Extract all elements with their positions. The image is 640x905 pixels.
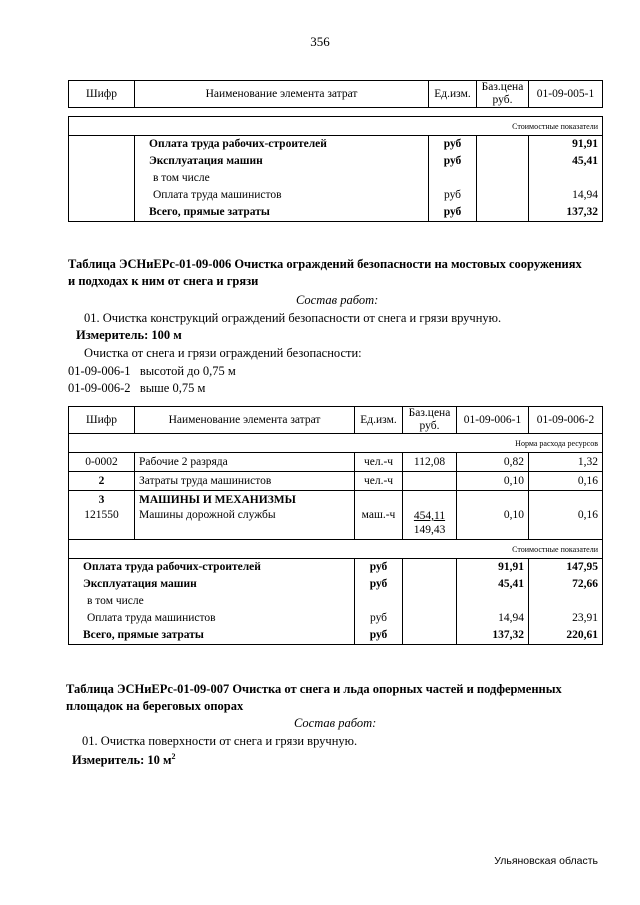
header-base-price: Баз.цена руб. xyxy=(477,81,529,108)
row-code xyxy=(69,187,135,204)
group-name: МАШИНЫ И МЕХАНИЗМЫ xyxy=(135,491,355,510)
table-title-line2: площадок на береговых опорах xyxy=(66,699,244,713)
row-code xyxy=(69,136,135,154)
row-value-2: 0,16 xyxy=(529,509,603,540)
row-value-2: 23,91 xyxy=(529,610,603,627)
cost-table-01-09-006 xyxy=(68,406,603,645)
row-price xyxy=(477,170,529,187)
row-value-1 xyxy=(457,593,529,610)
row-price xyxy=(477,204,529,222)
row-code xyxy=(69,153,135,170)
row-unit: руб xyxy=(355,627,403,645)
row-name: в том числе xyxy=(69,593,355,610)
row-value-1: 0,10 xyxy=(457,472,529,491)
row-price xyxy=(477,136,529,154)
row-name: Всего, прямые затраты xyxy=(69,627,355,645)
header-code: Шифр xyxy=(69,81,135,108)
work-item: 01. Очистка конструкций ограждений безопасности от снега и грязи вручную. xyxy=(84,311,502,325)
table-row xyxy=(69,627,603,645)
row-price xyxy=(403,559,457,577)
header-rate-code: 01-09-005-1 xyxy=(529,81,603,108)
row-price xyxy=(477,153,529,170)
row-code xyxy=(69,204,135,222)
header-base-price: Баз.цена руб. xyxy=(403,407,457,434)
table-header-row xyxy=(69,407,603,434)
variant-2 xyxy=(68,381,205,396)
table-header-row xyxy=(69,81,603,108)
row-value-1: 91,91 xyxy=(457,559,529,577)
header-code: Шифр xyxy=(69,407,135,434)
measure-text: Измеритель: 10 м xyxy=(72,753,172,768)
machines-group-row xyxy=(69,491,603,510)
table-title-line2: и подходах к ним от снега и грязи xyxy=(68,274,259,288)
row-name: Машины дорожной службы xyxy=(135,509,355,540)
row-value-1: 0,82 xyxy=(457,453,529,472)
cost-label-row xyxy=(69,540,603,559)
row-name: Эксплуатация машин xyxy=(69,576,355,593)
table-row xyxy=(69,593,603,610)
row-unit: чел.-ч xyxy=(355,453,403,472)
table-title-line1: Таблица ЭСНиЕРс-01-09-006 Очистка ограждений безопасности на мостовых сооружениях xyxy=(68,257,582,271)
table-row xyxy=(69,170,603,187)
row-name: Затраты труда машинистов xyxy=(135,472,355,491)
row-code: 0-0002 xyxy=(69,453,135,472)
row-value-1: 91,91 xyxy=(529,136,603,154)
row-price xyxy=(403,610,457,627)
header-rate-code-1: 01-09-006-1 xyxy=(457,407,529,434)
resource-norm-label: Норма расхода ресурсов xyxy=(69,434,603,453)
row-unit: руб xyxy=(355,559,403,577)
row-unit: руб xyxy=(429,187,477,204)
table-row xyxy=(69,472,603,491)
row-value-2: 147,95 xyxy=(529,559,603,577)
table-title-line1: Таблица ЭСНиЕРс-01-09-007 Очистка от снега и льда опорных частей и подферменных xyxy=(66,682,562,696)
footer-region: Ульяновская область xyxy=(494,855,598,867)
variant-code: 01-09-006-1 xyxy=(68,364,131,378)
table-row xyxy=(69,453,603,472)
row-name: Всего, прямые затраты xyxy=(135,204,429,222)
cost-indicators-label: Стоимостные показатели xyxy=(69,540,603,559)
row-price xyxy=(403,509,457,540)
header-unit: Ед.изм. xyxy=(355,407,403,434)
row-unit xyxy=(429,170,477,187)
header-name: Наименование элемента затрат xyxy=(135,81,429,108)
row-name: Рабочие 2 разряда xyxy=(135,453,355,472)
row-unit: руб xyxy=(429,204,477,222)
measure-unit: Измеритель: 100 м xyxy=(76,328,182,342)
composition-label: Состав работ: xyxy=(294,716,377,730)
row-name: в том числе xyxy=(135,170,429,187)
row-unit: руб xyxy=(429,136,477,154)
composition-label: Состав работ: xyxy=(296,293,379,307)
row-price xyxy=(403,472,457,491)
norm-label-row xyxy=(69,434,603,453)
row-name: Оплата труда машинистов xyxy=(69,610,355,627)
table-row xyxy=(69,576,603,593)
row-name: Оплата труда рабочих-строителей xyxy=(135,136,429,154)
row-price xyxy=(403,576,457,593)
section-label-row xyxy=(69,117,603,136)
work-item: 01. Очистка поверхности от снега и грязи вручную. xyxy=(82,734,358,748)
measure-unit xyxy=(72,752,176,768)
row-code: 2 xyxy=(69,472,135,491)
measure-sup: 2 xyxy=(171,752,176,761)
table-row xyxy=(69,509,603,540)
row-value-2: 0,16 xyxy=(529,472,603,491)
machine-price: 454,11 xyxy=(413,510,446,522)
row-unit: руб xyxy=(429,153,477,170)
row-value-2: 72,66 xyxy=(529,576,603,593)
row-value-1: 14,94 xyxy=(529,187,603,204)
row-name: Эксплуатация машин xyxy=(135,153,429,170)
variant-1 xyxy=(68,364,236,379)
cost-table-01-09-005 xyxy=(68,80,603,222)
row-price: 112,08 xyxy=(403,453,457,472)
variant-text: высотой до 0,75 м xyxy=(139,364,236,378)
cost-indicators-label: Стоимостные показатели xyxy=(69,117,603,136)
row-value-1 xyxy=(529,170,603,187)
row-value-2 xyxy=(529,593,603,610)
group-code: 3 xyxy=(69,491,135,510)
row-unit xyxy=(355,593,403,610)
table-row xyxy=(69,204,603,222)
row-value-1: 45,41 xyxy=(457,576,529,593)
page-number: 356 xyxy=(310,34,330,49)
row-price xyxy=(403,627,457,645)
row-value-2: 220,61 xyxy=(529,627,603,645)
row-code: 121550 xyxy=(69,509,135,540)
machine-operator-price: 149,43 xyxy=(413,524,446,536)
header-name: Наименование элемента затрат xyxy=(135,407,355,434)
row-value-1: 45,41 xyxy=(529,153,603,170)
header-unit: Ед.изм. xyxy=(429,81,477,108)
row-value-1: 137,32 xyxy=(529,204,603,222)
row-name: Оплата труда рабочих-строителей xyxy=(69,559,355,577)
row-value-1: 137,32 xyxy=(457,627,529,645)
table-row xyxy=(69,187,603,204)
variant-text: выше 0,75 м xyxy=(139,381,206,395)
row-unit: маш.-ч xyxy=(355,509,403,540)
row-unit: руб xyxy=(355,610,403,627)
row-unit: чел.-ч xyxy=(355,472,403,491)
header-rate-code-2: 01-09-006-2 xyxy=(529,407,603,434)
row-unit: руб xyxy=(355,576,403,593)
description: Очистка от снега и грязи ограждений безопасности: xyxy=(84,346,362,360)
row-value-1: 0,10 xyxy=(457,509,529,540)
table-row xyxy=(69,610,603,627)
table-row xyxy=(69,136,603,154)
table-row xyxy=(69,559,603,577)
row-name: Оплата труда машинистов xyxy=(135,187,429,204)
row-value-2: 1,32 xyxy=(529,453,603,472)
row-value-1: 14,94 xyxy=(457,610,529,627)
row-price xyxy=(477,187,529,204)
variant-code: 01-09-006-2 xyxy=(68,381,131,395)
row-code xyxy=(69,170,135,187)
row-price xyxy=(403,593,457,610)
table-row xyxy=(69,153,603,170)
